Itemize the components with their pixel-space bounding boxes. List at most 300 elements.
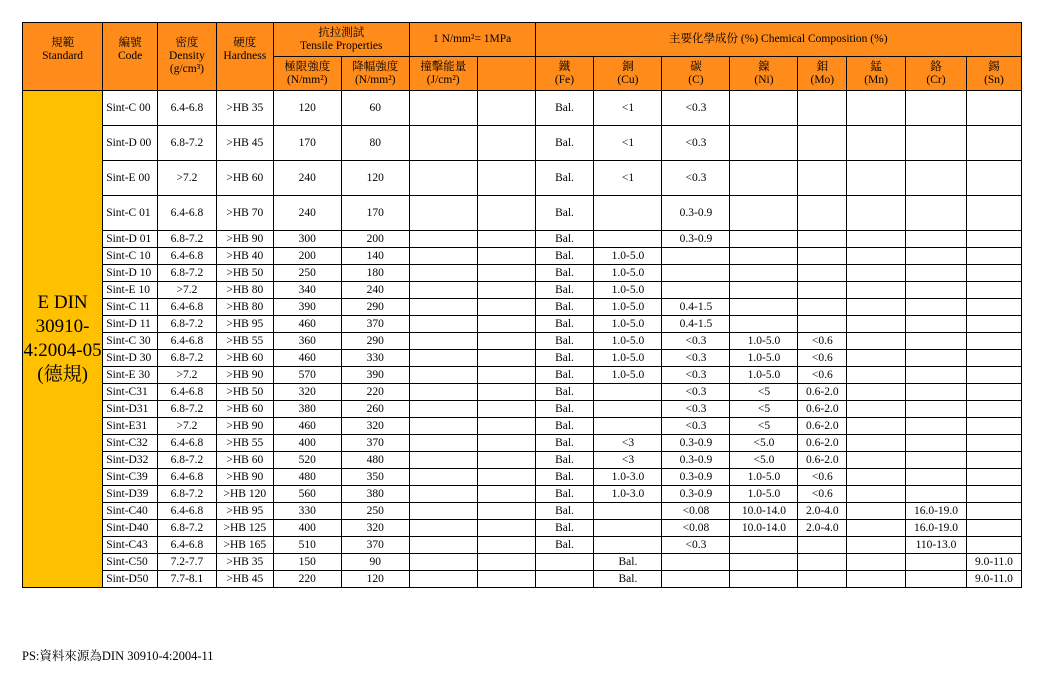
cell-ult: 400 — [273, 435, 341, 452]
cell-mo: 0.6-2.0 — [798, 418, 847, 435]
cell-mo — [798, 554, 847, 571]
cell-mo — [798, 161, 847, 196]
cell-cu: 1.0-3.0 — [594, 469, 662, 486]
cell-hardness: >HB 90 — [216, 469, 273, 486]
table-row — [23, 231, 1022, 248]
cell-sn — [966, 367, 1021, 384]
cell-code: Sint-D 01 — [103, 231, 158, 248]
cell-mo: 0.6-2.0 — [798, 435, 847, 452]
cell-density: 6.8-7.2 — [158, 350, 217, 367]
cell-c: 0.3-0.9 — [662, 196, 730, 231]
blank-cell — [477, 196, 535, 231]
cell-cr — [906, 161, 967, 196]
cell-cu: 1.0-5.0 — [594, 248, 662, 265]
table-row — [23, 350, 1022, 367]
cell-mn — [847, 350, 906, 367]
cell-yld: 120 — [341, 161, 409, 196]
cell-hardness: >HB 95 — [216, 316, 273, 333]
table-row — [23, 367, 1022, 384]
cell-cr — [906, 469, 967, 486]
blank-cell — [477, 554, 535, 571]
code-header — [103, 23, 158, 91]
header-row-1 — [23, 23, 1022, 57]
cell-code: Sint-D32 — [103, 452, 158, 469]
cell-ult: 240 — [273, 196, 341, 231]
cell-cu — [594, 384, 662, 401]
cell-ult: 390 — [273, 299, 341, 316]
cell-mo — [798, 282, 847, 299]
cell-cu: 1.0-5.0 — [594, 282, 662, 299]
cell-sn — [966, 282, 1021, 299]
cell-c: 0.4-1.5 — [662, 299, 730, 316]
cell-c: <0.3 — [662, 350, 730, 367]
cell-hardness: >HB 35 — [216, 554, 273, 571]
cell-fe: Bal. — [535, 418, 594, 435]
cell-sn — [966, 418, 1021, 435]
cell-ni — [730, 265, 798, 282]
cell-yld: 260 — [341, 401, 409, 418]
cell-sn — [966, 401, 1021, 418]
blank-cell — [477, 367, 535, 384]
cell-fe: Bal. — [535, 161, 594, 196]
cell-ult: 340 — [273, 282, 341, 299]
cell-density: >7.2 — [158, 367, 217, 384]
table-row — [23, 469, 1022, 486]
cell-code: Sint-D40 — [103, 520, 158, 537]
cell-ult: 250 — [273, 265, 341, 282]
cell-c: <0.3 — [662, 418, 730, 435]
cell-mn — [847, 231, 906, 248]
cell-cu — [594, 418, 662, 435]
impact-energy-cell — [409, 282, 477, 299]
cell-sn — [966, 316, 1021, 333]
cell-c: <0.3 — [662, 91, 730, 126]
cell-fe: Bal. — [535, 435, 594, 452]
cell-ni — [730, 248, 798, 265]
cell-density: 6.8-7.2 — [158, 520, 217, 537]
cell-fe: Bal. — [535, 503, 594, 520]
cell-ni — [730, 161, 798, 196]
cell-cr — [906, 350, 967, 367]
cell-mn — [847, 571, 906, 588]
cell-yld: 200 — [341, 231, 409, 248]
density-header-zh: 密度 — [175, 37, 199, 49]
cell-density: 6.4-6.8 — [158, 537, 217, 554]
cell-yld: 80 — [341, 126, 409, 161]
blank-cell — [477, 571, 535, 588]
cell-hardness: >HB 165 — [216, 537, 273, 554]
blank-cell — [477, 384, 535, 401]
cell-mn — [847, 91, 906, 126]
cell-ni — [730, 282, 798, 299]
cell-mn — [847, 537, 906, 554]
cell-mn — [847, 503, 906, 520]
impact-energy-cell — [409, 248, 477, 265]
cell-c: <0.3 — [662, 126, 730, 161]
cell-cu: 1.0-3.0 — [594, 486, 662, 503]
cell-c: 0.3-0.9 — [662, 452, 730, 469]
cell-cu — [594, 537, 662, 554]
hardness-header-zh: 硬度 — [233, 37, 257, 49]
cell-cr — [906, 554, 967, 571]
cell-c: <0.3 — [662, 367, 730, 384]
cell-ult: 460 — [273, 418, 341, 435]
cell-c — [662, 282, 730, 299]
impact-energy-cell — [409, 401, 477, 418]
cell-density: 6.8-7.2 — [158, 316, 217, 333]
cell-mo: 0.6-2.0 — [798, 384, 847, 401]
cell-density: 6.4-6.8 — [158, 469, 217, 486]
cell-c: <0.08 — [662, 520, 730, 537]
cell-cu: 1.0-5.0 — [594, 299, 662, 316]
impact-energy-cell — [409, 126, 477, 161]
cell-fe: Bal. — [535, 248, 594, 265]
cell-mn — [847, 469, 906, 486]
cell-cr — [906, 333, 967, 350]
blank-cell — [477, 91, 535, 126]
standard-header — [23, 23, 103, 91]
cell-mn — [847, 452, 906, 469]
cell-density: 6.4-6.8 — [158, 435, 217, 452]
cell-hardness: >HB 60 — [216, 161, 273, 196]
cell-cr — [906, 265, 967, 282]
footnote: PS:資料來源為DIN 30910-4:2004-11 — [22, 649, 214, 663]
cell-ni: 10.0-14.0 — [730, 503, 798, 520]
code-header-en: Code — [117, 50, 143, 62]
blank-cell — [477, 401, 535, 418]
cell-hardness: >HB 90 — [216, 367, 273, 384]
cell-hardness: >HB 80 — [216, 299, 273, 316]
cell-code: Sint-D 30 — [103, 350, 158, 367]
blank-cell — [477, 248, 535, 265]
blank-cell — [477, 299, 535, 316]
impact-energy-cell — [409, 350, 477, 367]
cell-ni — [730, 299, 798, 316]
cell-hardness: >HB 55 — [216, 333, 273, 350]
cell-density: 6.4-6.8 — [158, 333, 217, 350]
cell-density: 7.2-7.7 — [158, 554, 217, 571]
cell-cu: <3 — [594, 435, 662, 452]
cell-cr — [906, 418, 967, 435]
cell-sn — [966, 537, 1021, 554]
cell-ni: 1.0-5.0 — [730, 367, 798, 384]
element-header-fe: 鐵 (Fe) — [535, 57, 594, 91]
cell-ult: 460 — [273, 350, 341, 367]
table-row — [23, 91, 1022, 126]
cell-yld: 120 — [341, 571, 409, 588]
density-header — [158, 23, 217, 91]
density-header-en: Density — [169, 50, 205, 62]
impact-energy-cell — [409, 367, 477, 384]
cell-fe: Bal. — [535, 231, 594, 248]
cell-density: >7.2 — [158, 161, 217, 196]
cell-ult: 480 — [273, 469, 341, 486]
cell-ni: 10.0-14.0 — [730, 520, 798, 537]
cell-mo: 2.0-4.0 — [798, 520, 847, 537]
cell-cr — [906, 196, 967, 231]
blank-cell — [477, 503, 535, 520]
cell-code: Sint-E 10 — [103, 282, 158, 299]
cell-mn — [847, 265, 906, 282]
blank-cell — [477, 452, 535, 469]
cell-mn — [847, 248, 906, 265]
cell-density: >7.2 — [158, 418, 217, 435]
cell-cr — [906, 299, 967, 316]
cell-sn — [966, 452, 1021, 469]
cell-yld: 380 — [341, 486, 409, 503]
cell-ni: 1.0-5.0 — [730, 486, 798, 503]
cell-code: Sint-C 11 — [103, 299, 158, 316]
impact-energy-header-zh: 撞擊能量 — [420, 60, 467, 73]
cell-density: 6.8-7.2 — [158, 452, 217, 469]
cell-yld: 180 — [341, 265, 409, 282]
standard-name-cell: E DIN 30910-4:2004-05 (德規) — [23, 91, 103, 588]
tensile-header-zh: 抗拉測試 — [318, 26, 365, 39]
table-row — [23, 196, 1022, 231]
cell-yld: 320 — [341, 520, 409, 537]
cell-code: Sint-C 01 — [103, 196, 158, 231]
table-row — [23, 520, 1022, 537]
cell-cu: <1 — [594, 91, 662, 126]
cell-ni — [730, 537, 798, 554]
cell-ult: 400 — [273, 520, 341, 537]
chemical-composition-header: 主要化學成份 (%) Chemical Composition (%) — [535, 23, 1021, 57]
table-row — [23, 554, 1022, 571]
blank-cell — [477, 350, 535, 367]
cell-ult: 380 — [273, 401, 341, 418]
cell-ult: 150 — [273, 554, 341, 571]
cell-ni: 1.0-5.0 — [730, 469, 798, 486]
cell-cr — [906, 452, 967, 469]
cell-ni: <5 — [730, 418, 798, 435]
cell-ult: 360 — [273, 333, 341, 350]
cell-ult: 510 — [273, 537, 341, 554]
blank-cell — [477, 231, 535, 248]
cell-cr — [906, 126, 967, 161]
cell-mo — [798, 126, 847, 161]
cell-density: 7.7-8.1 — [158, 571, 217, 588]
cell-c — [662, 265, 730, 282]
cell-code: Sint-C 10 — [103, 248, 158, 265]
cell-c: <0.08 — [662, 503, 730, 520]
cell-cu: <1 — [594, 126, 662, 161]
cell-yld: 480 — [341, 452, 409, 469]
cell-sn — [966, 299, 1021, 316]
cell-sn — [966, 486, 1021, 503]
cell-code: Sint-D39 — [103, 486, 158, 503]
cell-code: Sint-D 00 — [103, 126, 158, 161]
cell-yld: 330 — [341, 350, 409, 367]
composition-table-wrapper — [22, 22, 1022, 588]
cell-cr — [906, 316, 967, 333]
cell-cu: Bal. — [594, 571, 662, 588]
cell-cu: 1.0-5.0 — [594, 367, 662, 384]
impact-energy-cell — [409, 231, 477, 248]
cell-c — [662, 554, 730, 571]
cell-mo: <0.6 — [798, 333, 847, 350]
cell-density: 6.4-6.8 — [158, 91, 217, 126]
cell-ult: 220 — [273, 571, 341, 588]
cell-hardness: >HB 45 — [216, 571, 273, 588]
cell-mn — [847, 316, 906, 333]
cell-mn — [847, 401, 906, 418]
table-row — [23, 503, 1022, 520]
cell-hardness: >HB 70 — [216, 196, 273, 231]
table-row — [23, 418, 1022, 435]
cell-cu — [594, 231, 662, 248]
cell-density: 6.8-7.2 — [158, 265, 217, 282]
cell-sn — [966, 333, 1021, 350]
cell-yld: 170 — [341, 196, 409, 231]
cell-ult: 460 — [273, 316, 341, 333]
cell-sn — [966, 248, 1021, 265]
impact-energy-cell — [409, 316, 477, 333]
hardness-header — [216, 23, 273, 91]
cell-code: Sint-C43 — [103, 537, 158, 554]
blank-cell — [477, 418, 535, 435]
impact-energy-cell — [409, 265, 477, 282]
cell-hardness: >HB 90 — [216, 231, 273, 248]
cell-mo — [798, 196, 847, 231]
cell-hardness: >HB 60 — [216, 401, 273, 418]
cell-yld: 220 — [341, 384, 409, 401]
cell-yld: 370 — [341, 537, 409, 554]
composition-table — [22, 22, 1022, 588]
yield-strength-header-zh: 降幅強度 — [352, 60, 399, 73]
cell-mo: <0.6 — [798, 486, 847, 503]
cell-hardness: >HB 125 — [216, 520, 273, 537]
table-row — [23, 333, 1022, 350]
table-row — [23, 265, 1022, 282]
cell-c: <0.3 — [662, 384, 730, 401]
cell-ult: 200 — [273, 248, 341, 265]
cell-sn — [966, 231, 1021, 248]
cell-cu: 1.0-5.0 — [594, 333, 662, 350]
element-header-mo: 鉬 (Mo) — [798, 57, 847, 91]
cell-code: Sint-E 30 — [103, 367, 158, 384]
cell-cu: <3 — [594, 452, 662, 469]
cell-mo — [798, 537, 847, 554]
table-row — [23, 299, 1022, 316]
tensile-header — [273, 23, 409, 57]
cell-cu: Bal. — [594, 554, 662, 571]
cell-ni — [730, 554, 798, 571]
cell-fe: Bal. — [535, 367, 594, 384]
cell-cu: 1.0-5.0 — [594, 350, 662, 367]
hardness-header-en: Hardness — [223, 50, 267, 62]
cell-ult: 120 — [273, 91, 341, 126]
element-header-mn: 錳 (Mn) — [847, 57, 906, 91]
impact-energy-cell — [409, 91, 477, 126]
blank-cell — [477, 435, 535, 452]
cell-hardness: >HB 40 — [216, 248, 273, 265]
cell-c — [662, 248, 730, 265]
cell-code: Sint-D31 — [103, 401, 158, 418]
cell-code: Sint-E31 — [103, 418, 158, 435]
cell-density: 6.4-6.8 — [158, 503, 217, 520]
cell-ni: <5 — [730, 384, 798, 401]
cell-cr — [906, 571, 967, 588]
cell-yld: 350 — [341, 469, 409, 486]
cell-fe — [535, 571, 594, 588]
cell-ult: 240 — [273, 161, 341, 196]
cell-mn — [847, 196, 906, 231]
cell-yld: 290 — [341, 333, 409, 350]
cell-sn — [966, 126, 1021, 161]
blank-cell — [477, 486, 535, 503]
cell-mn — [847, 333, 906, 350]
cell-code: Sint-D 11 — [103, 316, 158, 333]
cell-code: Sint-C 00 — [103, 91, 158, 126]
table-row — [23, 282, 1022, 299]
cell-c: <0.3 — [662, 161, 730, 196]
cell-density: 6.4-6.8 — [158, 299, 217, 316]
cell-mn — [847, 418, 906, 435]
blank-cell — [477, 126, 535, 161]
impact-energy-cell — [409, 520, 477, 537]
cell-sn — [966, 469, 1021, 486]
cell-cu — [594, 503, 662, 520]
element-header-cu: 銅 (Cu) — [594, 57, 662, 91]
cell-ni: <5 — [730, 401, 798, 418]
impact-energy-cell — [409, 384, 477, 401]
cell-mo: <0.6 — [798, 350, 847, 367]
table-row — [23, 537, 1022, 554]
cell-cu — [594, 196, 662, 231]
cell-cr — [906, 282, 967, 299]
ultimate-strength-header — [273, 57, 341, 91]
cell-mn — [847, 126, 906, 161]
cell-ni: 1.0-5.0 — [730, 333, 798, 350]
cell-ult: 520 — [273, 452, 341, 469]
table-body — [23, 91, 1022, 588]
blank-cell — [477, 537, 535, 554]
cell-ni — [730, 126, 798, 161]
blank-cell — [477, 333, 535, 350]
cell-fe: Bal. — [535, 196, 594, 231]
cell-cr — [906, 248, 967, 265]
cell-ni — [730, 316, 798, 333]
cell-cr — [906, 91, 967, 126]
standard-header-zh: 規範 — [51, 37, 75, 49]
cell-mn — [847, 520, 906, 537]
table-row — [23, 126, 1022, 161]
cell-ni — [730, 196, 798, 231]
cell-yld: 140 — [341, 248, 409, 265]
cell-mn — [847, 486, 906, 503]
cell-mo — [798, 231, 847, 248]
cell-c: <0.3 — [662, 537, 730, 554]
cell-hardness: >HB 50 — [216, 384, 273, 401]
cell-fe: Bal. — [535, 126, 594, 161]
cell-ult: 330 — [273, 503, 341, 520]
element-header-sn: 錫 (Sn) — [966, 57, 1021, 91]
impact-energy-cell — [409, 571, 477, 588]
cell-sn — [966, 350, 1021, 367]
conversion-header: 1 N/mm²= 1MPa — [409, 23, 535, 57]
cell-fe: Bal. — [535, 316, 594, 333]
cell-mo: 0.6-2.0 — [798, 452, 847, 469]
blank-cell — [477, 469, 535, 486]
cell-mn — [847, 299, 906, 316]
cell-hardness: >HB 60 — [216, 350, 273, 367]
cell-code: Sint-E 00 — [103, 161, 158, 196]
cell-fe: Bal. — [535, 452, 594, 469]
cell-hardness: >HB 35 — [216, 91, 273, 126]
blank-cell — [477, 265, 535, 282]
cell-fe: Bal. — [535, 486, 594, 503]
cell-mo — [798, 248, 847, 265]
